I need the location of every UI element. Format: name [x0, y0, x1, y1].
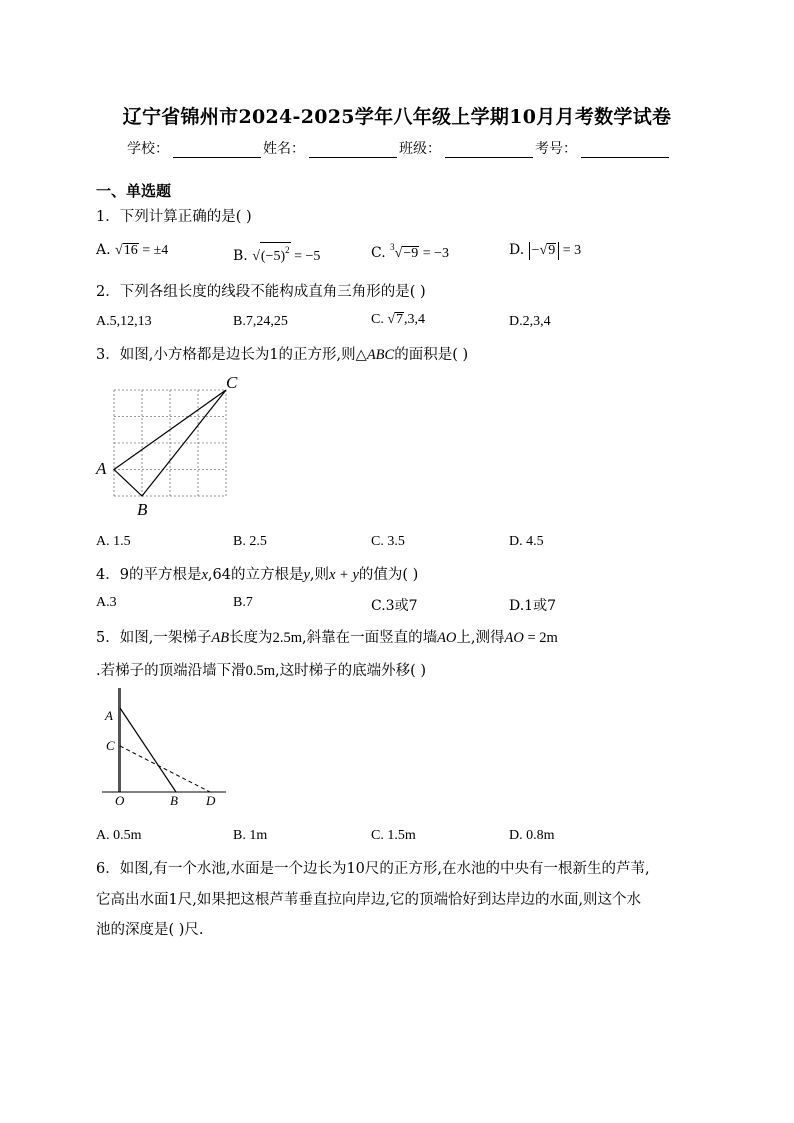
q4-option-c: C.3或7 — [371, 598, 418, 614]
q5-l2-b: ,这时梯子的底端外移( ) — [275, 663, 427, 679]
q5-ladder-cd — [120, 746, 210, 792]
q5-l1-a: 5．如图,一架梯子 — [96, 630, 212, 646]
section-heading: 一、单选题 — [96, 182, 172, 200]
q1-option-c — [371, 242, 449, 262]
q4-option-a: A.3 — [96, 595, 117, 610]
q1-a-label: A. — [96, 242, 111, 258]
q2-c-radicand: 7 — [396, 312, 404, 327]
q5-wall — [118, 688, 121, 792]
q4-stem-mid: ,64的立方根是 — [207, 567, 304, 583]
school-blank[interactable] — [173, 143, 261, 158]
q5-eq: = 2m — [523, 630, 558, 646]
q3-grid-figure — [92, 370, 252, 520]
q1-d-absolute: −√9 — [529, 242, 560, 260]
name-blank[interactable] — [309, 143, 397, 158]
q5-option-d: D. 0.8m — [509, 828, 555, 843]
class-blank[interactable] — [445, 143, 533, 158]
q1-b-expr: $√(-5)^2 = -5$ — [252, 249, 320, 264]
q4-option-d: D.1或7 — [509, 598, 556, 614]
q3-option-a: A. 1.5 — [96, 534, 131, 549]
q4-stem-post: 的值为( ) — [358, 567, 419, 583]
student-info-row — [127, 138, 671, 158]
q5-label-d: D — [206, 793, 216, 808]
school-label: 学校： — [127, 141, 169, 157]
q5-ao2: AO — [504, 630, 524, 646]
q1-b-rest: = −5 — [290, 249, 321, 264]
q1-c-rest: = −3 — [419, 246, 450, 261]
q1-d-label: D. — [509, 242, 525, 258]
q1-option-b — [233, 242, 320, 265]
q5-ao: AO — [437, 630, 457, 646]
q1-d-radicand: 9 — [548, 243, 556, 258]
q3-option-c: C. 3.5 — [371, 534, 405, 549]
q6-line2: 它高出水面1尺,如果把这根芦苇垂直拉向岸边,它的顶端恰好到达岸边的水面,则这个水 — [96, 892, 642, 908]
q5-option-b: B. 1m — [233, 828, 268, 843]
q5-slide: 0.5m — [245, 663, 276, 679]
q5-label-o: O — [115, 793, 125, 808]
q6-line1: 6．如图,有一个水池,水面是一个边长为10尺的正方形,在水池的中央有一根新生的芦苇, — [96, 861, 650, 877]
q5-l1-c: ,斜靠在一面竖直的墙 — [301, 630, 438, 646]
q5-len: 2.5m — [272, 630, 302, 646]
q3-label-c: C — [226, 373, 238, 392]
q2-option-b: B.7,24,25 — [233, 314, 288, 329]
q2-c-label: C. — [371, 312, 384, 327]
q1-option-a — [96, 242, 168, 259]
q1-a-expr: √16 = ±4 — [115, 243, 169, 258]
class-label: 班级： — [399, 141, 441, 157]
q2-stem: 2．下列各组长度的线段不能构成直角三角形的是( ) — [96, 284, 426, 300]
q3-option-d: D. 4.5 — [509, 534, 544, 549]
q1-c-label: C. — [371, 245, 386, 261]
q3-stem-post: 的面积是( ) — [394, 347, 469, 363]
q5-ab: AB — [211, 630, 230, 646]
q5-l1-b: 长度为 — [229, 630, 273, 646]
q1-b-inner: (−5) — [260, 249, 286, 264]
q5-l2-a: .若梯子的顶端沿墙下滑 — [96, 663, 246, 679]
q6-line3: 池的深度是( )尺. — [96, 922, 204, 938]
q2-option-d: D.2,3,4 — [509, 314, 551, 329]
q5-label-a: A — [105, 708, 113, 723]
q1-a-radicand: 16 — [123, 243, 138, 258]
exam-title: 辽宁省锦州市2024-2025学年八年级上学期10月月考数学试卷 — [122, 106, 672, 128]
q5-stem-line1 — [96, 626, 558, 647]
q4-option-b: B.7 — [233, 595, 253, 610]
q1-d-expr — [529, 243, 582, 258]
q1-b-exponent: 2 — [285, 245, 290, 255]
q3-option-b: B. 2.5 — [233, 534, 267, 549]
name-label: 姓名： — [263, 141, 305, 157]
q5-ladder-figure — [98, 686, 238, 812]
q4-stem — [96, 563, 418, 584]
q3-stem-pre: 3．如图,小方格都是边长为1的正方形,则 — [96, 347, 356, 363]
q1-option-d — [509, 242, 581, 260]
q3-label-b: B — [137, 500, 148, 519]
q4-expr: x + y — [329, 567, 359, 583]
q4-var-y: y — [303, 567, 310, 583]
q1-a-rest: = ±4 — [138, 243, 169, 258]
q2-option-a: A.5,12,13 — [96, 314, 152, 329]
q4-stem-pre: 4．9的平方根是 — [96, 567, 202, 583]
q4-var-x: x — [201, 567, 208, 583]
number-blank[interactable] — [581, 143, 669, 158]
q1-b-radicand — [260, 242, 291, 264]
q3-stem-triangle: △ABC — [355, 347, 395, 363]
q3-label-a: A — [96, 459, 107, 478]
q5-option-c: C. 1.5m — [371, 828, 416, 843]
q1-d-minus: − — [531, 243, 540, 258]
q5-label-c: C — [106, 738, 115, 753]
q1-c-index: 3 — [390, 242, 395, 252]
q2-c-rest: ,3,4 — [404, 312, 426, 327]
q5-l1-d: 上,测得 — [456, 630, 505, 646]
q4-stem-mid2: ,则 — [309, 567, 329, 583]
q1-c-radicand: −9 — [403, 246, 419, 261]
number-label: 考号： — [535, 141, 577, 157]
q5-option-a: A. 0.5m — [96, 828, 142, 843]
q1-b-label: B. — [233, 248, 248, 264]
q3-stem — [96, 343, 468, 364]
q1-c-expr: $^3$√−9 = −3 — [390, 242, 450, 261]
q5-stem-line2 — [96, 659, 426, 680]
q1-d-rest: = 3 — [559, 243, 582, 258]
q1-stem: 1．下列计算正确的是( ) — [96, 209, 252, 225]
q2-option-c: C. √7,3,4 — [371, 312, 426, 327]
q3-grid-lines — [114, 390, 226, 496]
q5-label-b: B — [170, 793, 178, 808]
